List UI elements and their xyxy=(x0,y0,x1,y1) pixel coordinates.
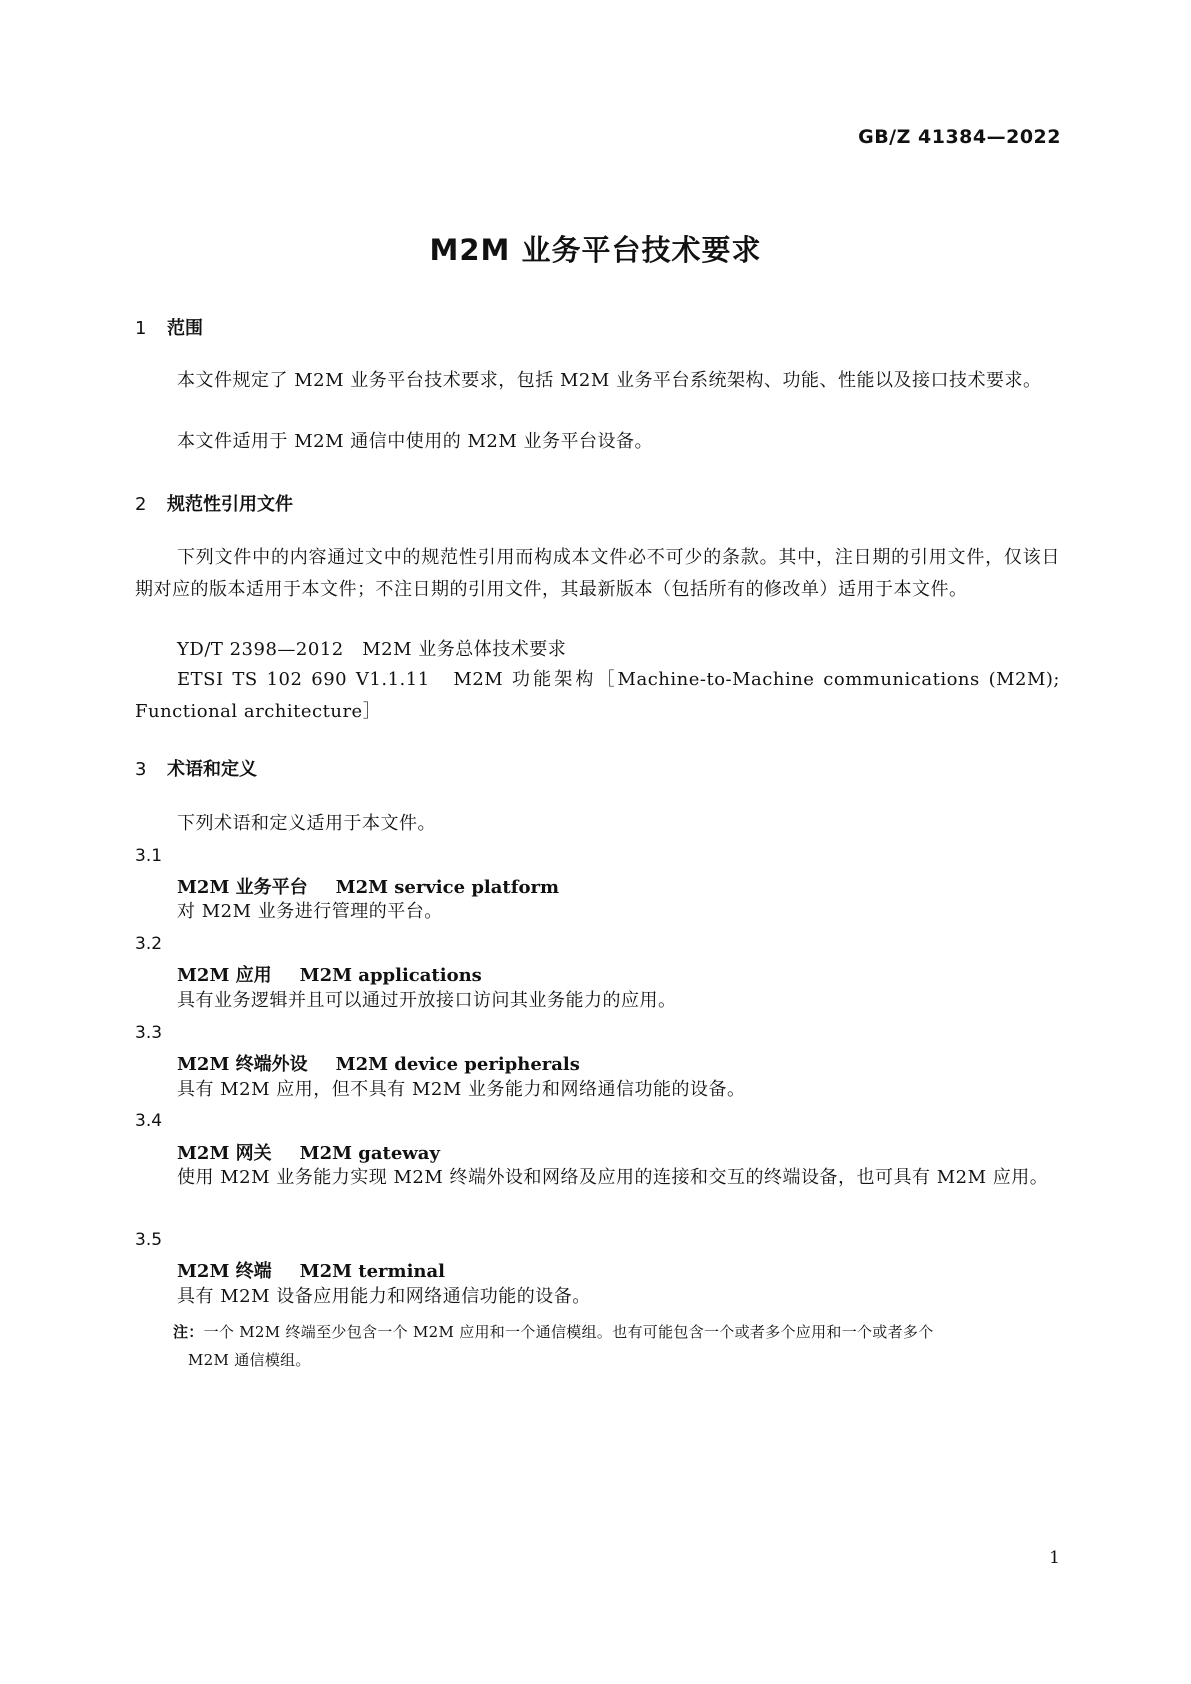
scope-paragraph-2: 本文件适用于 M2M 通信中使用的 M2M 业务平台设备。 xyxy=(177,431,654,452)
term-note xyxy=(173,1318,1063,1374)
section-3-heading xyxy=(135,755,257,781)
term-english: M2M device peripherals xyxy=(335,1054,580,1075)
document-title: M2M 业务平台技术要求 xyxy=(429,233,762,267)
note-line xyxy=(173,1318,1063,1346)
note-text: M2M 通信模组。 xyxy=(188,1351,311,1369)
section-number: 1 xyxy=(135,318,147,339)
scope-paragraph-1: 本文件规定了 M2M 业务平台技术要求，包括 M2M 业务平台系统架构、功能、性能以及接口技术要求。 xyxy=(177,370,1042,391)
term-heading xyxy=(177,961,482,987)
term-chinese: M2M 终端外设 xyxy=(177,1054,308,1075)
note-text: 一个 M2M 终端至少包含一个 M2M 应用和一个通信模组。也有可能包含一个或者多个应用和一个或者多个 xyxy=(203,1323,934,1341)
section-title: 术语和定义 xyxy=(167,759,257,780)
term-english: M2M applications xyxy=(299,965,482,986)
term-english: M2M terminal xyxy=(299,1261,446,1282)
term-chinese: M2M 业务平台 xyxy=(177,877,308,898)
section-number: 3 xyxy=(135,759,147,780)
term-definition: 具有业务逻辑并且可以通过开放接口访问其业务能力的应用。 xyxy=(177,990,677,1011)
term-english: M2M service platform xyxy=(335,877,560,898)
note-label: 注： xyxy=(173,1323,204,1341)
standard-code: GB/Z 41384—2022 xyxy=(858,126,1061,148)
reference-item: YD/T 2398—2012 M2M 业务总体技术要求 xyxy=(177,639,567,660)
term-number: 3.2 xyxy=(135,934,163,954)
term-chinese: M2M 应用 xyxy=(177,965,272,986)
term-definition: 具有 M2M 设备应用能力和网络通信功能的设备。 xyxy=(177,1286,591,1307)
reference-item: ETSI TS 102 690 V1.1.11 M2M 功能架构［Machine-to-Machine communications (M2M); Functional architecture］ xyxy=(135,669,1060,722)
term-number: 3.4 xyxy=(135,1111,163,1131)
term-heading xyxy=(177,1257,445,1283)
section-title: 范围 xyxy=(167,318,203,339)
term-heading xyxy=(177,1050,580,1076)
term-english: M2M gateway xyxy=(299,1143,440,1164)
term-number: 3.1 xyxy=(135,846,163,866)
terms-intro-paragraph: 下列术语和定义适用于本文件。 xyxy=(177,813,436,834)
term-definition: 使用 M2M 业务能力实现 M2M 终端外设和网络及应用的连接和交互的终端设备，也可具有 M2M 应用。 xyxy=(177,1167,1049,1188)
term-definition: 对 M2M 业务进行管理的平台。 xyxy=(177,901,443,922)
term-chinese: M2M 网关 xyxy=(177,1143,272,1164)
section-title: 规范性引用文件 xyxy=(167,494,293,515)
page-number: 1 xyxy=(1049,1548,1060,1568)
normative-references-paragraph: 下列文件中的内容通过文中的规范性引用而构成本文件必不可少的条款。其中，注日期的引用文件，仅该日期对应的版本适用于本文件；不注日期的引用文件，其最新版本（包括所有的修改单）适用于本文件。 xyxy=(135,547,1060,600)
term-number: 3.5 xyxy=(135,1230,163,1250)
term-definition: 具有 M2M 应用，但不具有 M2M 业务能力和网络通信功能的设备。 xyxy=(177,1079,746,1100)
note-line xyxy=(173,1346,1063,1374)
section-1-heading xyxy=(135,314,203,340)
term-number: 3.3 xyxy=(135,1023,163,1043)
term-chinese: M2M 终端 xyxy=(177,1261,272,1282)
section-number: 2 xyxy=(135,494,147,515)
section-2-heading xyxy=(135,490,293,516)
